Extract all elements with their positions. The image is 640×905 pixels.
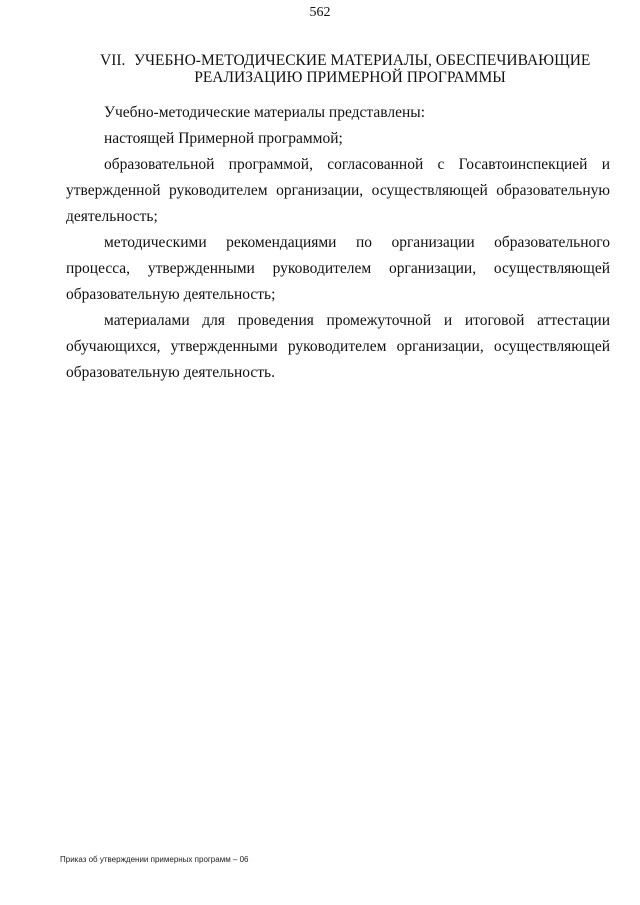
section-heading <box>100 52 591 86</box>
paragraph-item: настоящей Примерной программой; <box>104 130 343 147</box>
body-text <box>66 100 610 386</box>
section-heading-line-1 <box>100 52 591 69</box>
section-numeral: VII. <box>100 52 126 69</box>
page-number: 562 <box>309 5 331 20</box>
page-footer: Приказ об утверждении примерных программ – 06 <box>60 855 249 864</box>
paragraph-intro: Учебно-методические материалы представлены: <box>104 104 425 121</box>
paragraph-item: методическими рекомендациями по организации образовательного процесса, утвержденными руководителем организации, осуществляющей образовательную деятельность; <box>66 234 610 303</box>
paragraph-item: образовательной программой, согласованной с Госавтоинспекцией и утвержденной руководителем организации, осуществляющей образовательную деятельность; <box>66 156 610 225</box>
paragraph-item: материалами для проведения промежуточной и итоговой аттестации обучающихся, утвержденными руководителем организации, осуществляющей образовательную деятельность. <box>66 312 610 381</box>
section-title-part-1: УЧЕБНО-МЕТОДИЧЕСКИЕ МАТЕРИАЛЫ, ОБЕСПЕЧИВАЮЩИЕ <box>134 52 591 69</box>
section-title-part-2: РЕАЛИЗАЦИЮ ПРИМЕРНОЙ ПРОГРАММЫ <box>194 69 506 86</box>
